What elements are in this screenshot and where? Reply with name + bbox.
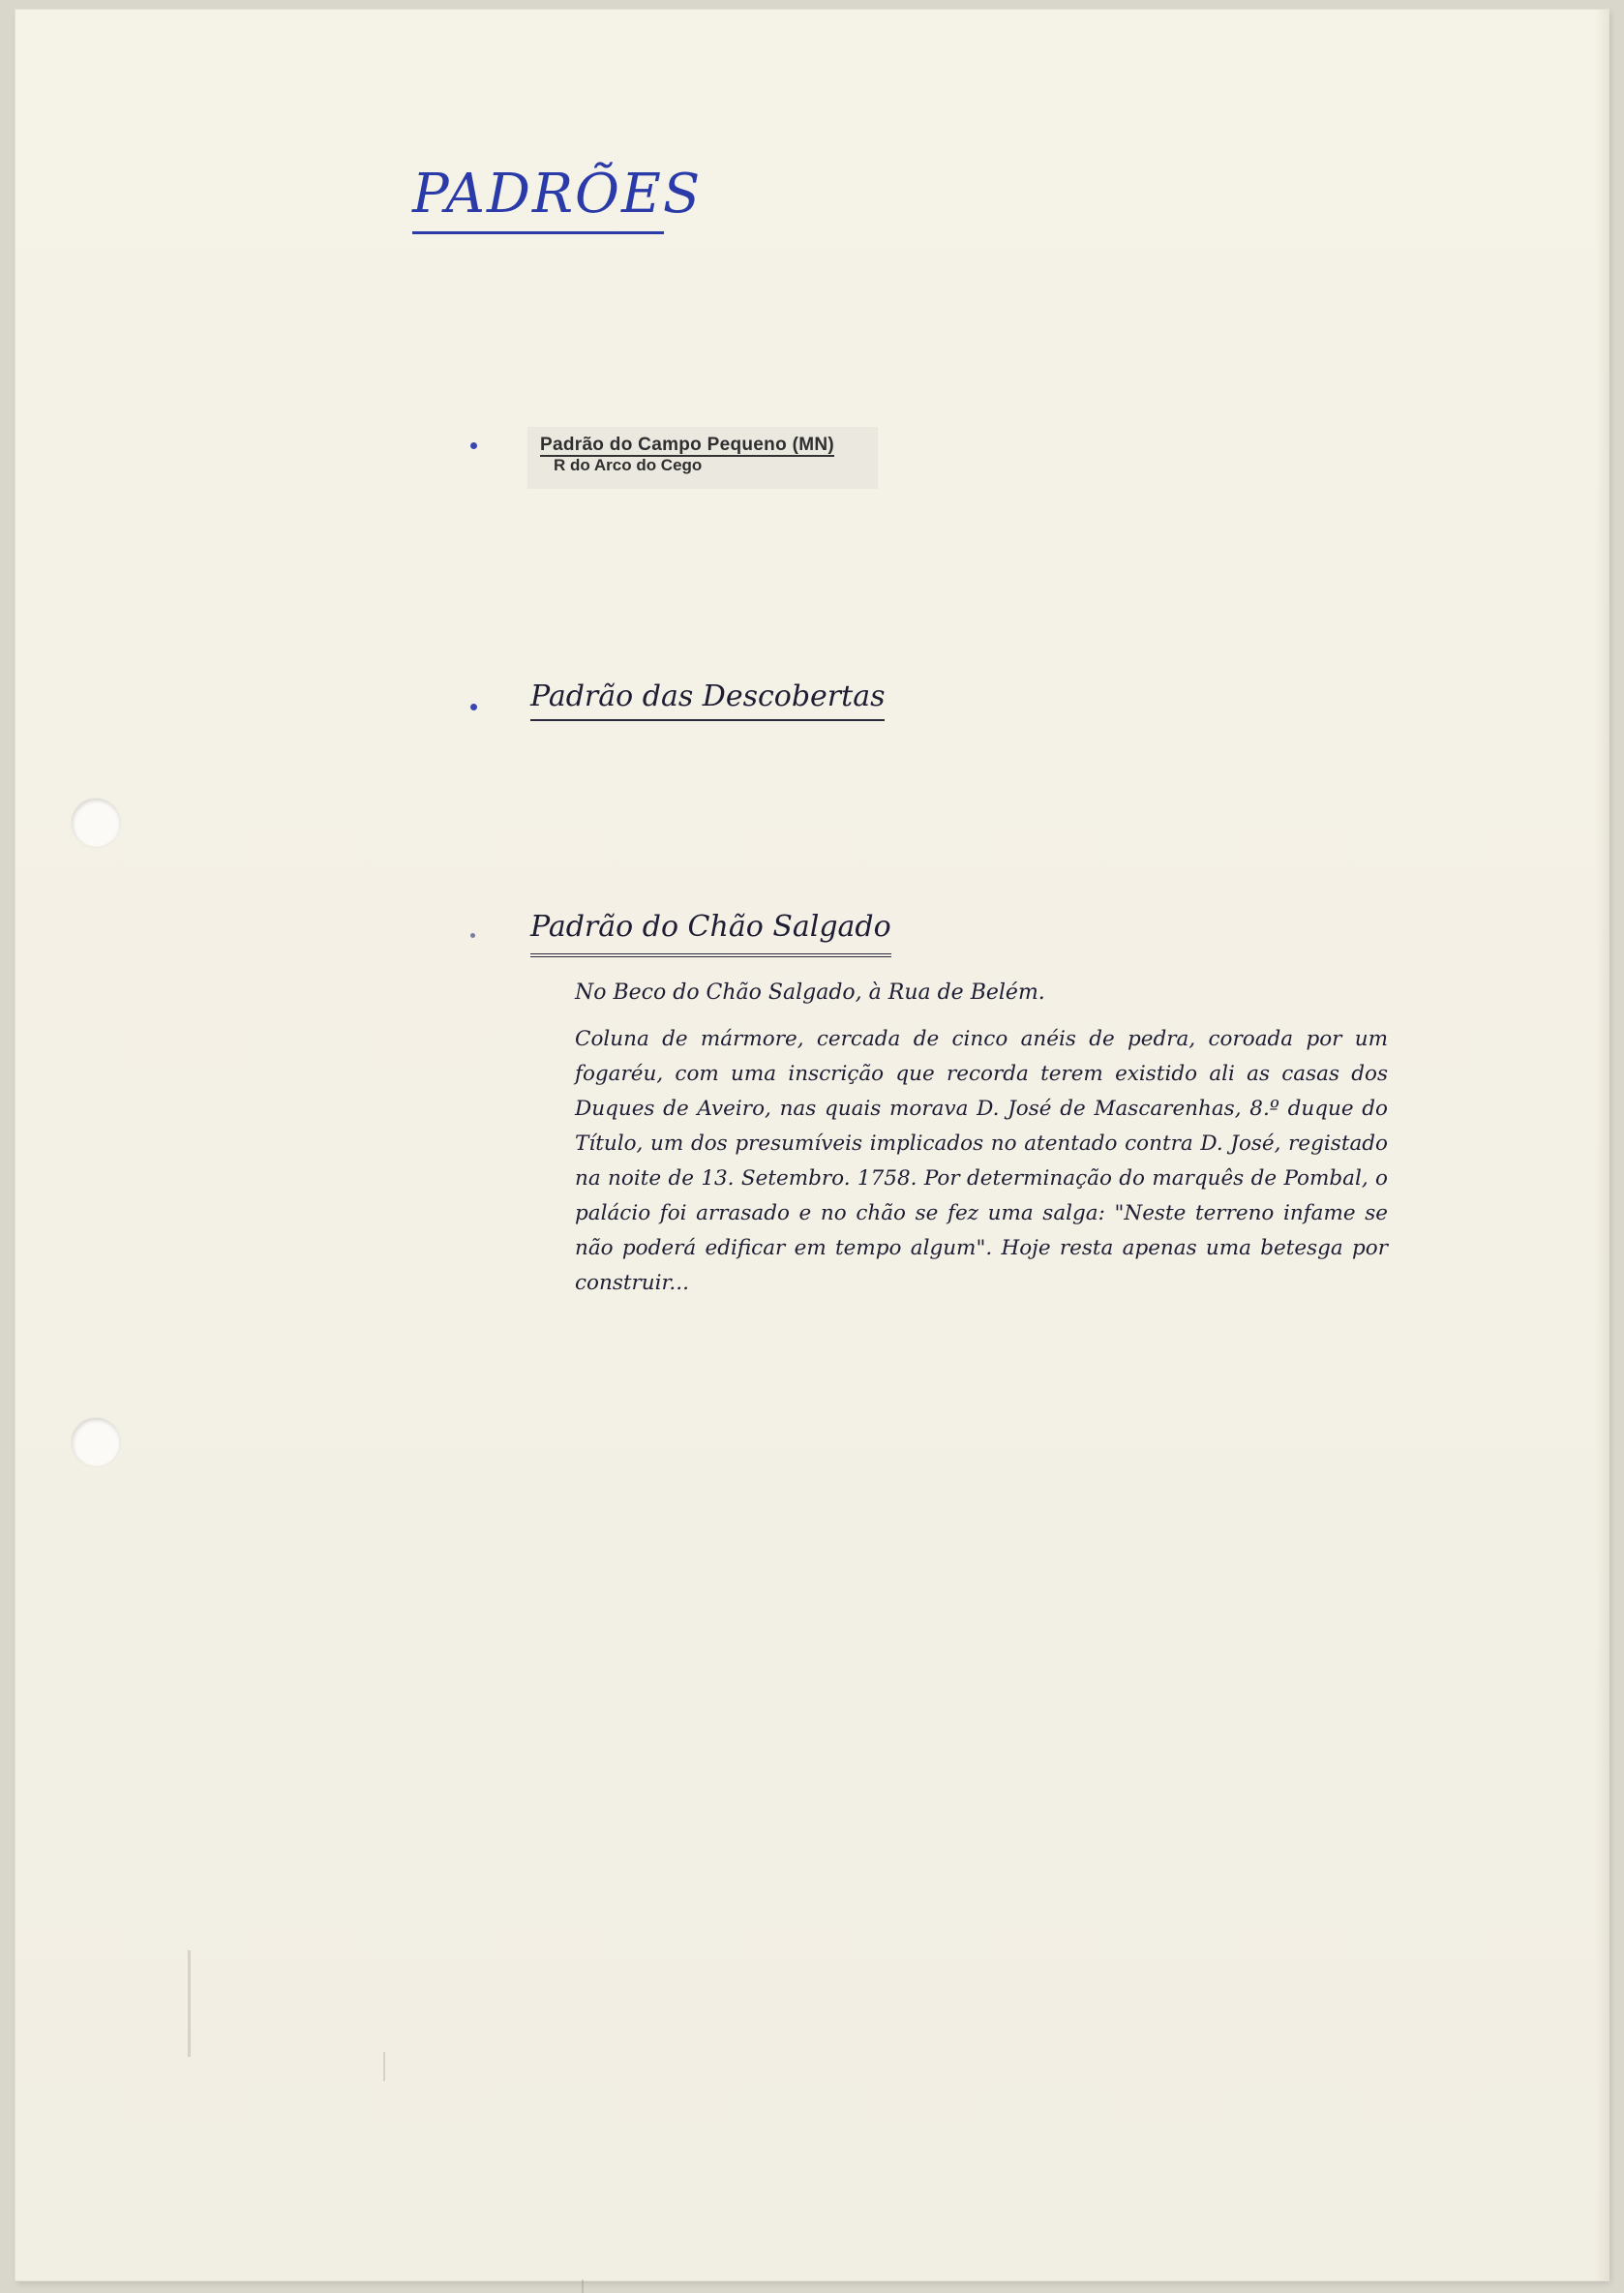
page-title: PADRÕES — [412, 163, 664, 234]
entry-location: No Beco do Chão Salgado, à Rua de Belém. — [575, 981, 1045, 1005]
document-page — [15, 10, 1609, 2280]
punch-hole — [72, 1418, 120, 1466]
clipping-heading: Padrão do Campo Pequeno (MN) — [540, 435, 834, 455]
entry-description: Coluna de mármore, cercada de cinco anéis de pedra, coroada por um fogaréu, com uma inscrição que recorda terem existido ali as casas dos Duques de Aveiro, nas quais morava D. José de Mascarenhas, 8.º duque do Título, um dos presumíveis implicados no atentado contra D. José, registado na noite de 13. Setembro. 1758. Por determinação do marquês de Pombal, o palácio foi arrasado e no chão se fez uma salga: "Neste terreno infame se não poderá edificar em tempo algum". Hoje resta apenas uma betesga por construir... — [575, 1027, 1388, 1295]
entry-heading-chao-salgado: Padrão do Chão Salgado — [530, 910, 891, 957]
clipping-address: R do Arco do Cego — [554, 456, 703, 474]
bullet-icon — [470, 933, 475, 938]
bullet-icon — [470, 442, 477, 449]
bullet-icon — [470, 704, 477, 710]
page-edge-shadow — [1595, 10, 1609, 2280]
paper-mark — [582, 2279, 584, 2293]
punch-hole — [72, 799, 120, 847]
entry-heading-descobertas: Padrão das Descobertas — [530, 679, 885, 721]
paper-mark — [188, 1950, 191, 2057]
paper-mark — [383, 2052, 385, 2081]
newspaper-clipping — [528, 428, 877, 488]
